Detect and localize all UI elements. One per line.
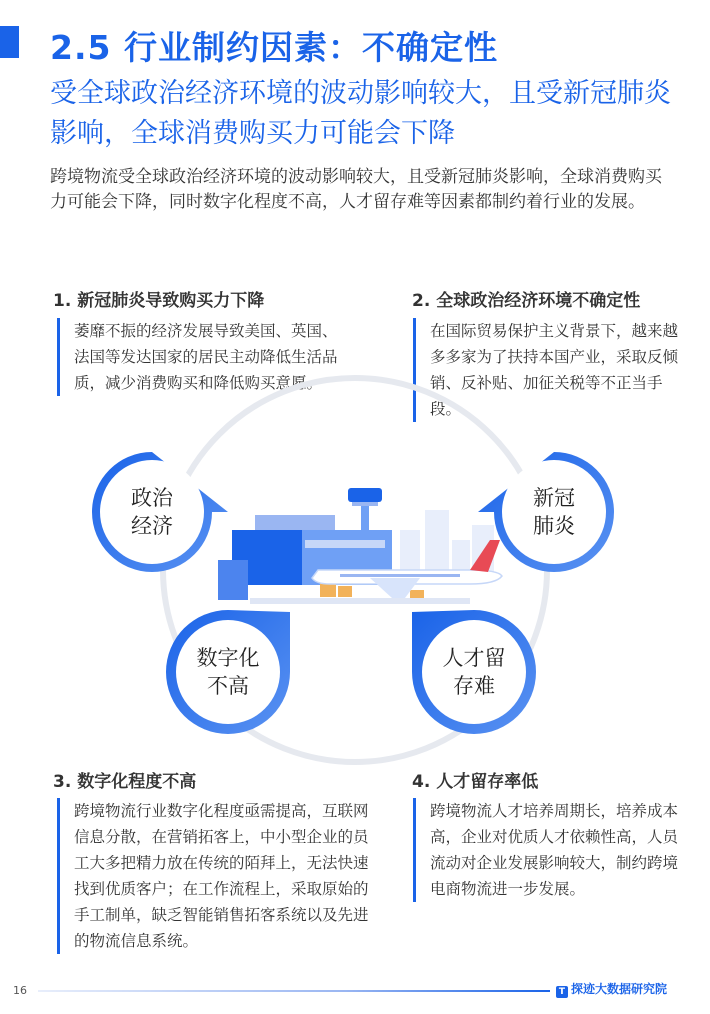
factor-1-body: 萎靡不振的经济发展导致美国、英国、法国等发达国家的居民主动降低生活品质，减少消费购买和降低购买意愿。 (57, 318, 339, 396)
factor-4-body: 跨境物流人才培养周期长，培养成本高，企业对优质人才依赖性高，人员流动对企业发展影响较大，制约跨境电商物流进一步发展。 (413, 798, 685, 902)
brand-logo-icon: T (556, 986, 568, 998)
factor-4-title: 4. 人才留存率低 (412, 772, 539, 792)
factor-2-body: 在国际贸易保护主义背景下，越来越多多家为了扶持本国产业，采取反倾销、反补贴、加征关税等不正当手段。 (413, 318, 680, 422)
intro-paragraph: 跨境物流受全球政治经济环境的波动影响较大，且受新冠肺炎影响，全球消费购买力可能会下降，同时数字化程度不高，人才留存难等因素都制约着行业的发展。 (50, 167, 662, 212)
factor-2-title: 2. 全球政治经济环境不确定性 (412, 291, 641, 311)
bubble-text-digitalization: 数字化 不高 (196, 646, 260, 698)
footer-brand (556, 980, 667, 998)
factor-3-title: 3. 数字化程度不高 (53, 772, 197, 792)
bubble-text-talent: 人才留 存难 (442, 646, 506, 698)
page-subtitle: 受全球政治经济环境的波动影响较大，且受新冠肺炎影响，全球消费购买力可能会下降 (50, 78, 671, 149)
brand-name: 探迹大数据研究院 (571, 982, 668, 996)
page-number: 16 (13, 984, 27, 997)
factor-3-body: 跨境物流行业数字化程度亟需提高，互联网信息分散，在营销拓客上，中小型企业的员工大多把精力放在传统的陌拜上，无法快速找到优质客户；在工作流程上，采取原始的手工制单，缺乏智能销售拓客系统以及先进的物流信息系统。 (57, 798, 374, 954)
bubble-text-covid: 新冠 肺炎 (533, 486, 575, 538)
page-title: 2.5 行业制约因素：不确定性 (50, 28, 498, 67)
factor-1-title: 1. 新冠肺炎导致购买力下降 (53, 291, 265, 311)
bubble-text-politics-economy: 政治 经济 (131, 486, 173, 538)
footer-divider (38, 990, 550, 992)
